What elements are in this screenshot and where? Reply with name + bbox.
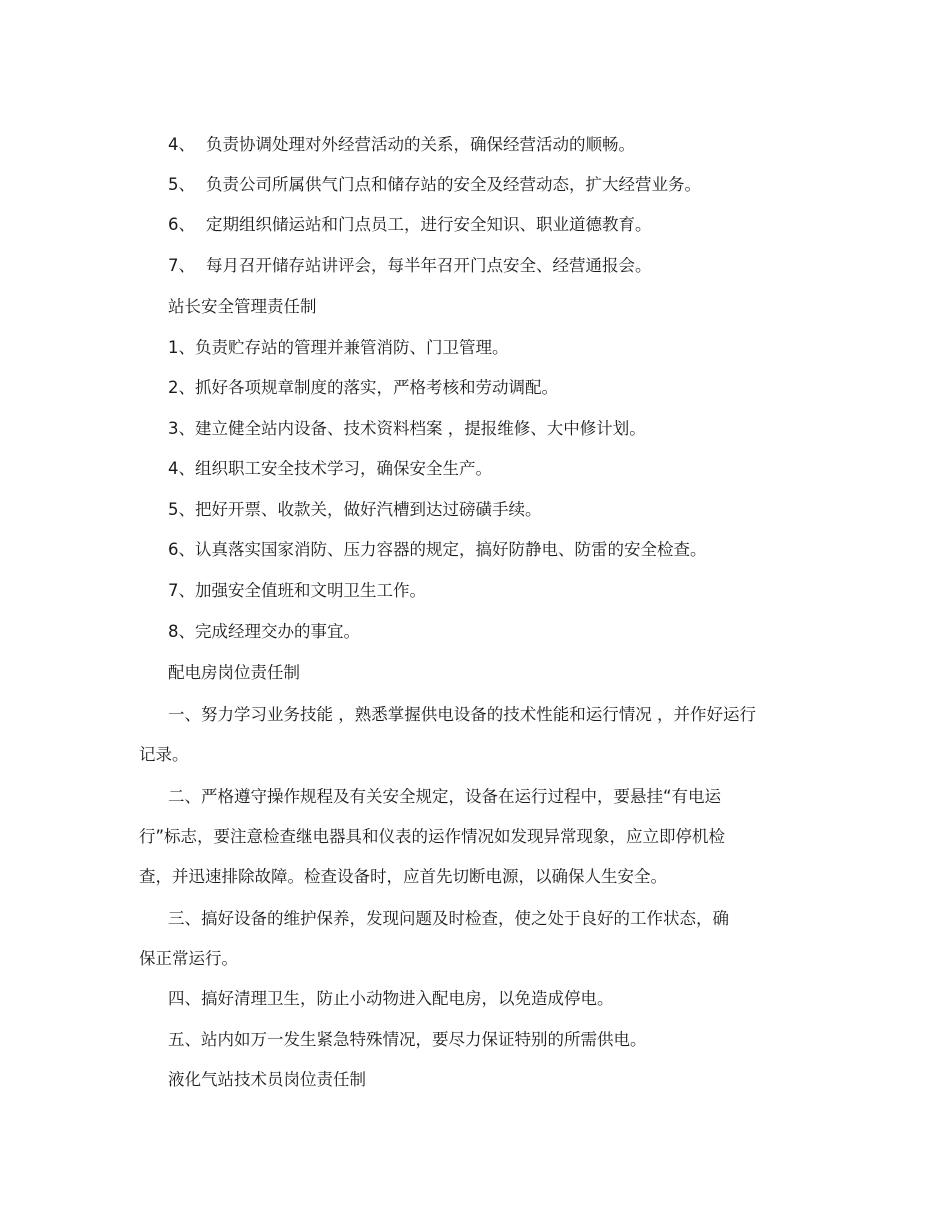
- item-number: 7、: [168, 256, 195, 275]
- paragraph-line: 二、严格遵守操作规程及有关安全规定，设备在运行过程中，要悬挂“有电运: [168, 787, 722, 806]
- item-text: 负责协调处理对外经营活动的关系，确保经营活动的顺畅。: [206, 135, 635, 154]
- paragraph-line: 五、站内如万一发生紧急特殊情况，要尽力保证特别的所需供电。: [168, 1030, 647, 1049]
- list-item: [168, 255, 652, 277]
- paragraph-line: 四、搞好清理卫生，防止小动物进入配电房，以免造成停电。: [168, 989, 614, 1008]
- list-item: 3、建立健全站内设备、技术资料档案 ，提报维修、大中修计划。: [168, 419, 646, 438]
- paragraph-line: 查，并迅速排除故障。检查设备时，应首先切断电源，以确保人生安全。: [139, 867, 667, 886]
- item-text: 定期组织储运站和门点员工，进行安全知识、职业道德教育。: [206, 215, 652, 234]
- item-number: 4、: [168, 135, 195, 154]
- paragraph-line: 三、搞好设备的维护保养，发现问题及时检查，使之处于良好的工作状态，确: [168, 909, 729, 928]
- list-item: 5、把好开票、收款关，做好汽槽到达过磅磺手续。: [168, 500, 542, 519]
- item-text: 每月召开储存站讲评会，每半年召开门点安全、经营通报会。: [206, 256, 652, 275]
- paragraph-line: 保正常运行。: [139, 949, 238, 968]
- section-heading: 站长安全管理责任制: [168, 297, 317, 316]
- list-item: [168, 214, 652, 236]
- section-heading: 液化气站技术员岗位责任制: [168, 1070, 366, 1089]
- list-item: [168, 134, 635, 156]
- item-number: 6、: [168, 215, 195, 234]
- item-number: 5、: [168, 175, 195, 194]
- list-item: 6、认真落实国家消防、压力容器的规定，搞好防静电、防雷的安全检查。: [168, 540, 707, 559]
- paragraph-line: 记录。: [139, 745, 189, 764]
- item-text: 负责公司所属供气门点和储存站的安全及经营动态，扩大经营业务。: [206, 175, 701, 194]
- list-item: 4、组织职工安全技术学习，确保安全生产。: [168, 459, 492, 478]
- section-heading: 配电房岗位责任制: [168, 663, 300, 682]
- paragraph-line: 行”标志，要注意检查继电器具和仪表的运作情况如发现异常现象，应立即停机检: [139, 827, 726, 846]
- list-item: [168, 174, 701, 196]
- paragraph-line: 一、努力学习业务技能 ，熟悉掌握供电设备的技术性能和运行情况 ，并作好运行: [168, 705, 756, 724]
- list-item: 2、抓好各项规章制度的落实，严格考核和劳动调配。: [168, 378, 558, 397]
- list-item: 8、完成经理交办的事宜。: [168, 622, 360, 641]
- list-item: 7、加强安全值班和文明卫生工作。: [168, 581, 426, 600]
- list-item: 1、负责贮存站的管理并兼管消防、门卫管理。: [168, 338, 509, 357]
